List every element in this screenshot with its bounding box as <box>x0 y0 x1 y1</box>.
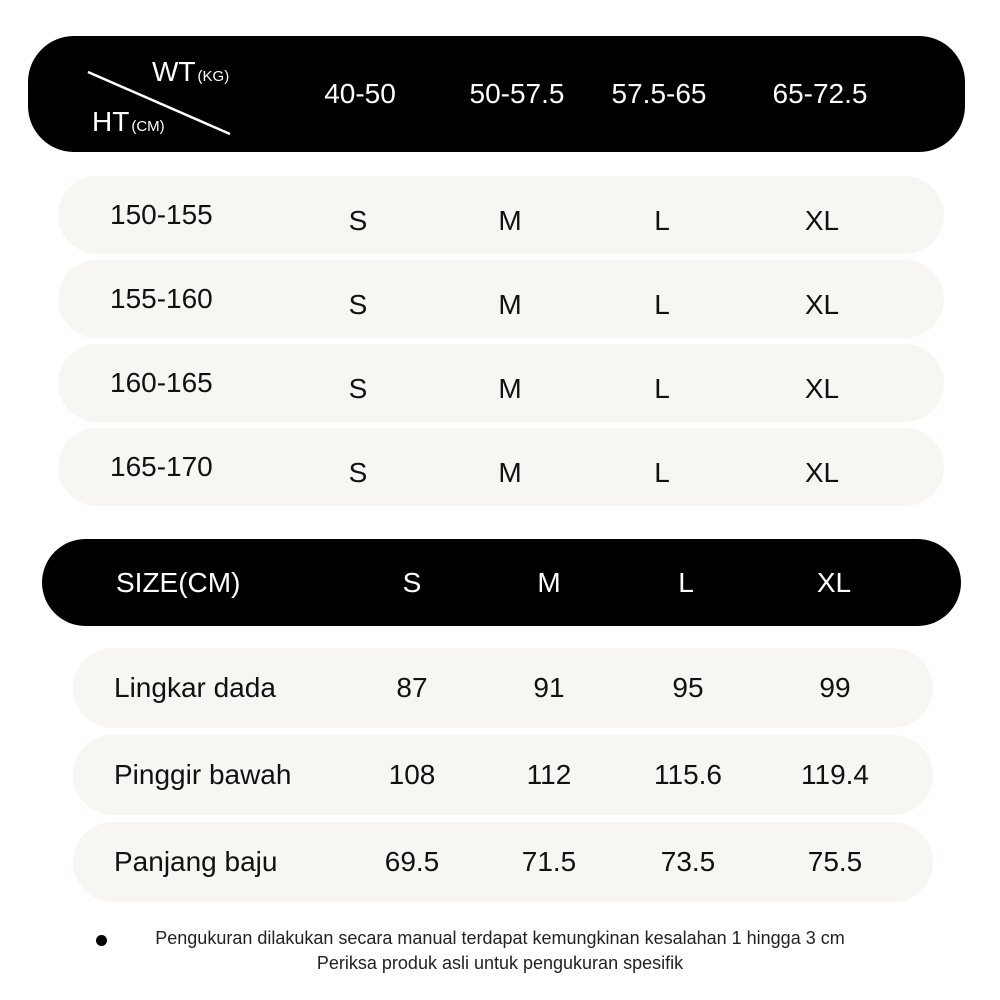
measurement-value: 69.5 <box>384 846 440 877</box>
size-cell: M <box>498 457 522 488</box>
size-grid-row <box>58 344 944 422</box>
size-cell: M <box>498 289 522 320</box>
size-cell: S <box>348 289 368 320</box>
wt-label <box>152 56 229 88</box>
measurement-value: 73.5 <box>660 846 716 877</box>
measurement-label: Pinggir bawah <box>114 759 292 790</box>
measurement-row <box>73 822 933 902</box>
weight-range-4: 65-72.5 <box>772 78 868 109</box>
size-header-s: S <box>402 566 422 598</box>
height-range: 155-160 <box>110 283 213 314</box>
size-grid-row <box>58 428 944 506</box>
size-header-m: M <box>537 566 561 598</box>
measurement-value: 95 <box>672 672 704 703</box>
wt-text: WT <box>152 56 196 87</box>
size-cell: XL <box>804 289 840 320</box>
size-grid-row <box>58 176 944 254</box>
size-header-bar <box>42 539 961 626</box>
size-header-l: L <box>678 566 694 598</box>
measurement-value: 112 <box>526 759 572 790</box>
measurement-value: 119.4 <box>801 759 869 790</box>
size-cell: L <box>654 205 670 236</box>
measurement-value: 99 <box>819 672 851 703</box>
measurement-value: 108 <box>388 759 436 790</box>
measurement-value: 75.5 <box>807 846 863 877</box>
height-range: 150-155 <box>110 199 213 230</box>
size-cell: XL <box>804 373 840 404</box>
size-cell: L <box>654 457 670 488</box>
measurement-row <box>73 735 933 815</box>
measurement-value: 115.6 <box>654 759 722 790</box>
weight-range-3: 57.5-65 <box>611 78 707 109</box>
size-cell: XL <box>804 457 840 488</box>
size-header-xl: XL <box>816 566 852 598</box>
size-cell: S <box>348 205 368 236</box>
measurement-label: Panjang baju <box>114 846 278 877</box>
size-cell: S <box>348 373 368 404</box>
measurement-row <box>73 648 933 728</box>
size-grid-row <box>58 260 944 338</box>
ht-unit: (CM) <box>131 118 165 135</box>
size-cell: M <box>498 373 522 404</box>
measurement-value: 71.5 <box>521 846 577 877</box>
size-cell: M <box>498 205 522 236</box>
footnote-line-2: Periksa produk asli untuk pengukuran spesifik <box>316 953 684 973</box>
wt-unit: (KG) <box>197 68 230 85</box>
measurement-label: Lingkar dada <box>114 672 276 703</box>
weight-header-bar <box>28 36 965 152</box>
measurement-value: 87 <box>396 672 428 703</box>
ht-text: HT <box>92 106 130 137</box>
ht-label <box>92 106 165 138</box>
footnote-line-1: Pengukuran dilakukan secara manual terdapat kemungkinan kesalahan 1 hingga 3 cm <box>155 928 845 948</box>
height-range: 165-170 <box>110 451 213 482</box>
height-range: 160-165 <box>110 367 213 398</box>
size-cell: S <box>348 457 368 488</box>
weight-range-2: 50-57.5 <box>469 78 565 109</box>
size-cell: XL <box>804 205 840 236</box>
size-cell: L <box>654 289 670 320</box>
size-header-label: SIZE(CM) <box>116 566 241 598</box>
weight-range-1: 40-50 <box>324 78 396 109</box>
size-cell: L <box>654 373 670 404</box>
corner-label <box>28 36 268 152</box>
measurement-value: 91 <box>533 672 565 703</box>
